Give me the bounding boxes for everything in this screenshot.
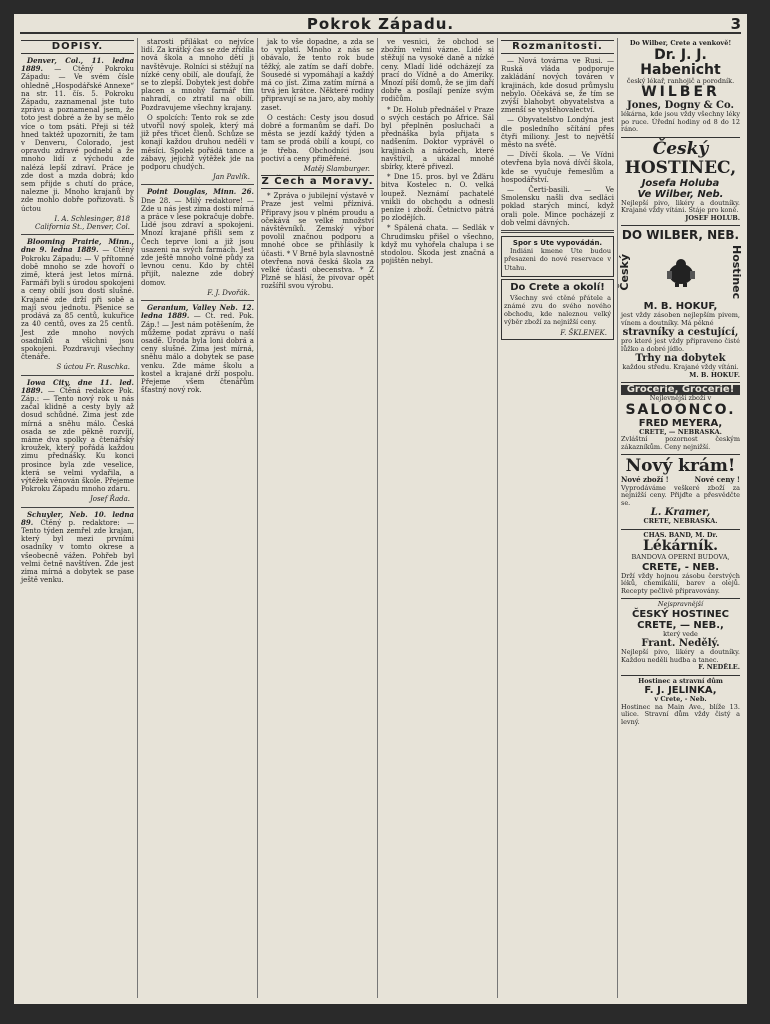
ad-title: Do Crete a okolí! xyxy=(510,281,605,293)
column-5 xyxy=(498,38,618,998)
signature: Josef Řada. xyxy=(89,495,130,504)
section-heading-rozmanitosti: Rozmanitosti. xyxy=(501,40,614,54)
ad-title: Nový krám! xyxy=(625,456,736,477)
ad-city: CRETE, NEBRASKA. xyxy=(643,517,718,526)
ad-box-sklenek xyxy=(501,279,614,340)
article-text: O spolcích: Tento rok se zde utvořil nový spolek, který má již přes třicet členů. Schůze se konají každou druhou neděli v měsíci. Spolek pořádá tance a zábavy, jejichž výtěžek jde na podporu chudých. xyxy=(141,113,254,172)
ad-text: lékárna, kde jsou vždy všechny léky po ruce. Úřední hodiny od 8 do 12 ráno. xyxy=(621,110,740,133)
article-text: * Spálená chata. — Sedlák v Chrudimsku přišel o všechno, když mu vyhořela chalupa i se stodolou. Škoda jest značná a pojištěn nebyl. xyxy=(381,224,494,266)
ad-city: v Crete, - Neb. xyxy=(654,695,707,704)
article-text: Schuyler, Neb. 10. ledna 89. Ctěný p. redaktore: — Tento týden zemřel zde krajan, který byl mezi prvními osadníky v tomto okrese a všeobecně vážen. Pohřeb byl velmi četně navštíven. Zde jest zima mírná a dobytek se pase ještě venku. xyxy=(21,509,134,585)
notice-box xyxy=(501,236,614,277)
ad-firm: CHAS. BAND, M. Dr. xyxy=(643,530,718,539)
article-text: ve vesnici, že obchod se zbožím velmi vázne. Lidé si stěžují na vysoké daně a nízké ceny. Mladí lidé odcházejí za prací do Vídně a do Ameriky. Mnozí píší domů, že se jim daří dobře a posílají peníze svým rodičům. xyxy=(381,38,494,104)
column-4 xyxy=(378,38,498,998)
column-2 xyxy=(138,38,258,998)
ad-habenicht xyxy=(621,38,740,138)
ad-title: ČESKÝ HOSTINEC xyxy=(632,608,729,620)
newspaper-title: Pokrok Západu. xyxy=(306,15,455,33)
page-number: 3 xyxy=(730,15,741,33)
beer-man-illustration-icon xyxy=(661,257,701,287)
ad-text: každou středu. Krajané vždy vítáni. xyxy=(622,363,739,372)
ad-place: SALOONCO. xyxy=(625,401,736,418)
ad-text: Drží vždy hojnou zásobu čerstvých léků, chemikálií, barev a olejů. Recepty pečlivě připravovány. xyxy=(621,571,740,595)
divider xyxy=(501,230,614,233)
ad-name: Frant. Nedělý. xyxy=(641,638,720,650)
divider xyxy=(21,507,134,508)
divider xyxy=(21,375,134,376)
ad-line: Nové zboží ! xyxy=(621,475,669,485)
ad-line: který vede xyxy=(663,629,698,638)
ad-jelinka xyxy=(621,676,740,730)
signature: F. J. Dvořák. xyxy=(207,288,250,297)
article-text: Geranium, Valley Neb. 12. ledna 1889. — Ct. red. Pok. Záp.! — Jest nám potěšením, že můžeme podat zprávu o naší osadě. Úroda byla loni dobrá a ceny slušné. Zima jest mírná, sněhu málo a dobytek se pase venku. Zde máme školu a kostel a krajané drží pospolu. Přejeme všem čtenářům šťastný nový rok. xyxy=(141,303,255,395)
ad-city: CRETE, - NEB. xyxy=(641,561,720,573)
divider xyxy=(141,184,254,185)
notice-text: Indiáni kmene Ute budou přesazeni do nové reservace v Utahu. xyxy=(504,247,611,272)
ad-city: CRETE, — NEBRASKA. xyxy=(639,427,722,436)
ad-text: Vyprodáváme veškeré zboží za nejnižší ceny. Přijďte a přesvědčte se. xyxy=(621,483,740,507)
ad-title: Lékárník. xyxy=(643,538,718,555)
section-heading-cechy: Z Čech a Moravy. xyxy=(261,176,374,188)
ad-city: CRETE, — NEB., xyxy=(637,619,724,631)
signature: Matěj Slamburger. xyxy=(303,165,370,174)
ad-band-lekarnik xyxy=(621,530,740,600)
ad-line: Do Wilber, Crete a venkově! xyxy=(629,39,732,47)
ad-hokuf xyxy=(618,226,743,383)
ad-name: Dr. J. J. Habenicht xyxy=(640,46,721,78)
ad-name: L. Kramer, xyxy=(650,507,711,519)
ad-name: M. B. HOKUF, xyxy=(643,301,718,313)
divider xyxy=(21,234,134,235)
ad-firm: Jones, Dogny & Co. xyxy=(627,100,734,111)
ad-services: stravníky a cestující, xyxy=(622,327,739,339)
ad-line: Nové ceny ! xyxy=(694,475,740,485)
ad-place: WILBER xyxy=(641,84,720,100)
ad-vertical-text: Hostinec xyxy=(730,245,743,300)
newspaper-page xyxy=(14,14,747,1004)
article-text: — Nová továrna ve Rusi. — Ruská vláda podporuje zakládání nových továren v krajinách, kde dosud průmyslu nebylo. Očekává se, že tím se zvýší blahobyt obyvatelstva a zmenší se vystěhovalectví. xyxy=(501,57,614,115)
ad-title: HOSTINEC, xyxy=(624,157,737,178)
ad-nedele-hostinec xyxy=(621,599,740,676)
signature: I. A. Schlesinger, 818 California St., Denver, Col. xyxy=(34,214,130,232)
article-text: starosti přilákat co nejvíce lidí. Za krátký čas se zde zřídila nová škola a mnoho dětí ji navštěvuje. Rolníci si stěžují na nízké ceny obilí, ale doufají, že se to zlepší. Dobytek jest dobře placen a mnohý farmář tím nahradí, co ztratil na obilí. Pozdravujeme všechny krajany. xyxy=(141,38,254,112)
ad-headline: Trhy na dobytek xyxy=(635,353,726,365)
article-text: — Dívčí škola. — Ve Vídni otevřena byla nová dívčí škola, kde se vyučuje řemeslům a hospodářství. xyxy=(501,151,614,184)
article-text: O cestách: Cesty jsou dosud dobré a formanům se daří. Do města se jezdí každý týden a tam se prodá obilí a koupí, co je třeba. Obchodníci jsou poctiví a ceny přiměřené. xyxy=(261,113,374,163)
article-text: Iowa City, dne 11. led. 1889. — Ctěná redakce Pok. Záp.: — Tento nový rok u nás začal klidně a cesty byly až dosud schůdné. Zima jest zde mírná a sněhu málo. Česká osada se zde pěkně rozvíjí, máme dva spolky a čtenářský kroužek, který pořádá každou zimu přednášky. Ku konci prosince byla zde veselice, která se velmi vydařila, a výtěžek věnován škole. Přejeme Pokroku Západu mnoho zdaru. xyxy=(21,377,135,494)
ad-sign: F. NEDĚLE. xyxy=(698,663,740,672)
section-heading-dopisy: DOPISY. xyxy=(21,40,134,54)
ad-meyera xyxy=(621,383,740,455)
ad-title: Český xyxy=(652,138,709,159)
ad-line: Nejlevnější zboží v xyxy=(649,394,712,403)
article-text: — Obyvatelstvo Londýna jest dle posledního sčítání přes čtyři miliony. Jest to největší město na světě. xyxy=(501,116,614,150)
notice-title: Spor s Ute vypovádán. xyxy=(512,239,603,248)
ad-place: Ve Wilber, Neb. xyxy=(637,188,724,200)
article-text: Denver, Col., 11. ledna 1889. — Ctěný Pokroku Západu: — Ve svém čísle ohledně „Hospodářské Annexe“ na str. 11. čís. 5. Pokroku Západu, zaznamenal jste tuto zprávu a poznamenal jsem, že toto jest dobré a že by se mělo více o tom psáti. Přeji si též hned taktéž upozorniti, že tam v Denveru, Colorado, jest opravdu zdravé podnebí a že mnoho lidí z východu zde nalézá lepší zdraví. Práce je zde dost a mzda dobrá; kdo sem přijde s chutí do práce, nalezne ji. Mnoho krajanů by zde mohlo dobře pořizovati. S úctou xyxy=(21,56,134,213)
article-text: * Dr. Holub přednášel v Praze o svých cestách po Africe. Sál byl přeplněn posluchači a přednáška byla přijata s nadšením. Doktor vyprávěl o krajinách a národech, které navštívil, a ukázal mnohé sbírky, které přivezl. xyxy=(381,105,494,172)
ad-title: DO WILBER, NEB. xyxy=(621,228,740,242)
ad-vertical-text: Český xyxy=(618,253,631,291)
column-6-ads xyxy=(618,38,743,998)
article-text: Blooming Prairie, Minn., dne 9. ledna 1889. — Ctěný Pokroku Západu: — V přítomné době mnoho se zde hovoří o zimě, která jest letos mírná. Farmáři byli s úrodou spokojeni a ceny obilí jsou dosti slušné. Krajané zde drží při sobě a mají svou jednotu. Pšenice se prodává za 85 centů, kukuřice za 40 centů, oves za 25 centů. Jest zde mnoho nových osadníků a všichni jsou spokojeni. Pozdravuji všechny čtenáře. xyxy=(21,237,135,362)
article-text: — Čerti-basili. — Ve Smolensku našli dva sedláci poklad starých mincí, když orali pole. Mince pocházejí z dob velmi dávných. xyxy=(501,186,614,227)
ad-line: BANDOVA OPERNÍ BUDOVA, xyxy=(631,553,730,562)
ad-sign: M. B. HOKUF. xyxy=(689,370,740,379)
ad-text: Hostinec na Main Ave., blíže 13. ulice. Stravní dům vždy čistý a levný. xyxy=(621,702,740,726)
column-3 xyxy=(258,38,378,998)
ad-text: pro které jest vždy připraveno čisté lůžko a dobré jídlo. xyxy=(621,337,740,353)
ad-text: jest vždy zásoben nejlepším pivem, vínem a doutníky. Má pěkné xyxy=(621,311,740,327)
ad-sign: JOSEF HOLUB. xyxy=(685,213,740,222)
ad-text: Nejlepší pivo, likéry a doutníky. Každou neděli hudba a tanec. xyxy=(621,648,740,664)
ad-firm: FRED MEYERA, xyxy=(638,417,723,429)
ad-banner: Grocerie, Grocerie! xyxy=(621,385,740,395)
article-text: jak to vše dopadne, a zda se to vyplatí. Mnoho z nás se obávalo, že tento rok bude těžký, ale zatím se daří dobře. Sousedé si vypomáhají a každý má co jíst. Zima zatím mírná a trvá jen krátce. Některé rodiny připravují se na jaro, aby mohly zaset. xyxy=(261,38,374,112)
signature: Jan Pavlík. xyxy=(212,173,250,182)
signature: S úctou Fr. Ruschka. xyxy=(56,363,130,372)
article-text: * Dne 15. pros. byl ve Žďáru bitva Kostelec n. O. velká loupež. Neznámí pachatelé vnikli do obchodu a odnesli peníze i zboží. Četnictvo pátrá po zlodějích. xyxy=(381,173,494,223)
article-text: * Zpráva o jubilejní výstavě v Praze jest velmi příznivá. Připravy jsou v plném proudu a očekává se velké množství návštěvníků. Zemský výbor povolil značnou podporu a mnohé obce se přihlásily k účasti. * V Brně byla slavnostně otevřena nová česká škola za velké účasti obecenstva. * Z Plzně se hlásí, že pivovar opět rozšířil svou výrobu. xyxy=(261,192,374,291)
ad-line: český lékař, ranhojič a porodník. xyxy=(626,76,735,85)
ad-name: F. J. JELINKA, xyxy=(644,685,717,697)
ad-text: Nejlepší pivo, likéry a doutníky. Krajané vždy vítáni. Stáje pro koně. xyxy=(621,198,740,214)
column-1 xyxy=(18,38,138,998)
signature: F. ŠKLENEK. xyxy=(560,328,607,337)
ad-title: Hostinec a stravní dům xyxy=(638,676,723,685)
ad-line: Nejspravnější xyxy=(657,600,704,609)
masthead xyxy=(20,16,741,34)
ad-kramer xyxy=(621,455,740,529)
ad-owner: Josefa Holuba xyxy=(641,177,720,189)
ad-text: Zvláštní pozornost českým zákazníkům. Ceny nejnižší. xyxy=(621,435,740,451)
divider xyxy=(141,300,254,301)
article-text: Point Douglas, Minn. 26. Dne 28. — Milý redaktore! — Zde u nás jest zima dosti mírná a práce v lese pokračuje dobře. Lidé jsou zdraví a spokojeni. Mnozí krajané přišli sem z Čech teprve loni a již jsou usazeni na svých farmách. Jest zde ještě mnoho volné půdy za levnou cenu. Kdo by chtěl přijít, nalezne zde dobrý domov. xyxy=(141,187,254,287)
ad-holub-hostinec xyxy=(621,138,740,227)
ad-text: Všechny své ctěné přátele a známé zvu do svého nového obchodu, kde naleznou velký výběr zboží za nejnižší ceny. xyxy=(504,293,611,327)
